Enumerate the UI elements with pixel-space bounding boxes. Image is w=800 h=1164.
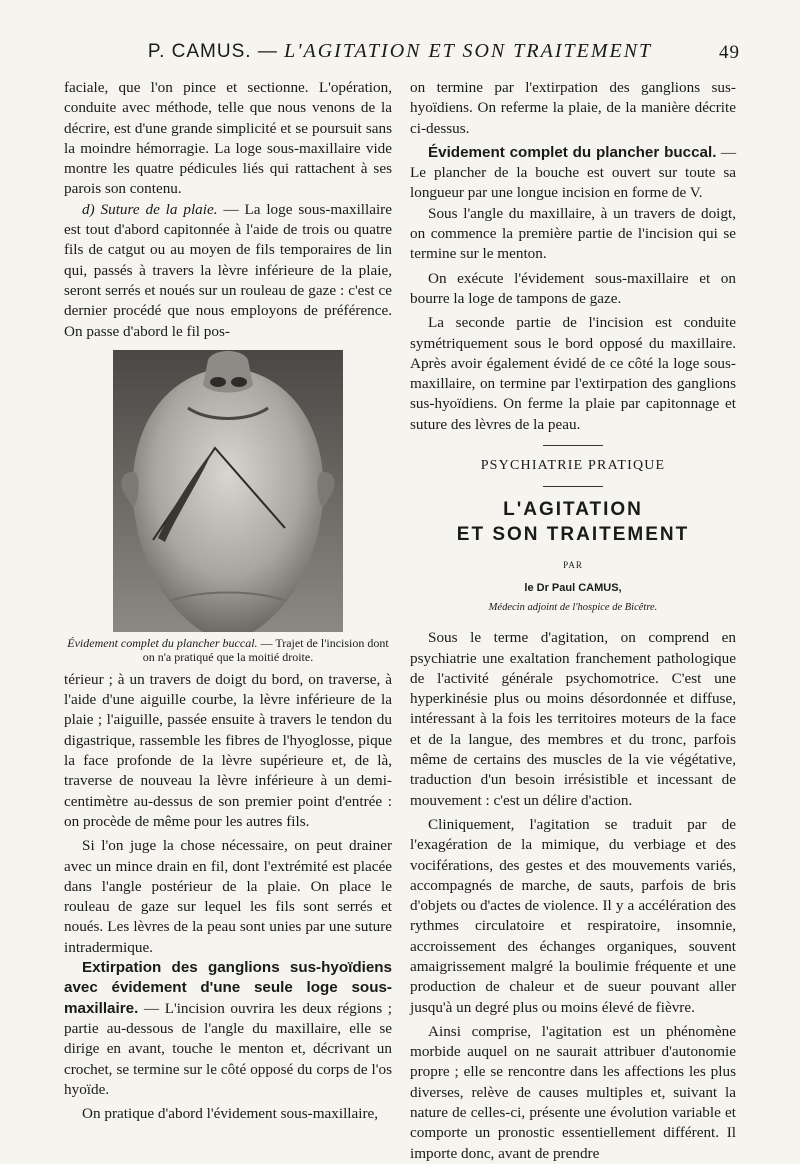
- divider-rule-2: [543, 486, 603, 487]
- figure-caption: Évidement complet du plancher buccal. — Trajet de l'incision dont on n'a pratiqué que la moitié droite.: [67, 635, 389, 664]
- section-title: PSYCHIATRIE PRATIQUE: [480, 458, 666, 474]
- left-paragraph-6: On pratique d'abord l'évidement sous-maxillaire,: [82, 1105, 379, 1123]
- right-paragraph-7: Cliniquement, l'agitation se traduit par de l'exagération de la mimique, du verbiage et des vociférations, des gestes et des mouvements variés, accompagnés de marche, de sauts, parfois de bris d'objets ou d'actes de violence. Il y a accélération des rythmes circulatoire et respiratoire, insomnie, accroissement des échanges organiques, souvent amaigrissement malgré la boulimie fréquente et une production de chaleur et de sueur pouvant aller jusqu'à un degré plus ou moins élevé de fièvre.: [410, 815, 736, 1016]
- right-paragraph-3: Sous l'angle du maxillaire, à un travers de doigt, on commence la première partie de l'incision qui se termine sur le menton.: [410, 204, 736, 263]
- figure-neck-incision: [64, 350, 392, 664]
- byline-author: le Dr Paul CAMUS,: [524, 581, 622, 594]
- left-paragraph-3: térieur ; à un travers de doigt du bord, on traverse, à l'aide d'une aiguille courbe, la lèvre inférieure de la plaie ; l'aiguille, passée ensuite à travers le tendon du digastrique, rassemble les fibres de l'hyoglosse, pique la face profonde de la lèvre supérieure et, de là, traverse de nouveau la lèvre inférieure à un demi-centimètre au-dessus de son premier point d'entrée : on procède de même pour les autres fils.: [64, 670, 392, 830]
- header-dash: —: [257, 41, 278, 62]
- right-paragraph-1: on termine par l'extirpation des ganglions sus-hyoïdiens. On referme la plaie, de la manière décrite ci-dessus.: [410, 79, 736, 137]
- right-paragraph-6: Sous le terme d'agitation, on comprend en psychiatrie une exaltation franchement pathologique de l'activité générale psychomotrice. C'est une hyperkinésie plus ou moins désordonnée et diffuse, intéressant à la fois les territoires moteurs de la face et de la langue, des membres et du tronc, parfois même de certains des muscles de la vie végétative, traduction d'un besoin irrésistible et incessant de mouvement : c'est un délire d'action.: [410, 629, 736, 809]
- right-paragraph-8: Ainsi comprise, l'agitation est un phénomène morbide auquel on ne saurait attribuer d'autonomie propre ; elle se rencontre dans les affections les plus diverses, relève de causes multiples et, suivant la nature de celles-ci, présente une évolution variable et comporte un pronostic essentiellement différent. Il importe donc, avant de prendre: [410, 1022, 736, 1162]
- evidement-heading: Évidement complet du plancher buccal.: [428, 143, 717, 161]
- right-nostril: [231, 377, 247, 387]
- header-title: L'AGITATION ET SON TRAITEMENT: [284, 40, 653, 62]
- page-number: 49: [719, 42, 740, 63]
- running-header: [60, 40, 740, 68]
- neck-incision-illustration: [113, 350, 343, 632]
- right-paragraph-5: La seconde partie de l'incision est conduite symétriquement sous le bord opposé du maxillaire. Après avoir également évidé de ce côté la loge sous-maxillaire, on termine par l'extirpation des ganglions sus-hyoïdiens. On ferme la plaie par capitonnage et suture des lèvres de la peau.: [410, 314, 736, 433]
- right-paragraph-4: On exécute l'évidement sous-maxillaire et on bourre la loge de tampons de gaze.: [410, 269, 736, 307]
- left-paragraph-5: Extirpation des ganglions sus-hyoïdiens avec évidement d'une seule loge sous-maxillaire. — L'incision ouvrira les deux régions ; partie au-dessous de l'angle du maxillaire, elle se dirige en avant, touche le menton et, décrivant un crochet, se termine sur le côté opposé du corps de l'os hyoïde.: [64, 959, 392, 1098]
- suture-heading: d) Suture de la plaie.: [82, 200, 218, 218]
- header-author: P. CAMUS.: [147, 41, 252, 62]
- extirpation-heading: Extirpation des ganglions sus-hyoïdiens avec évidement d'une seule loge sous-maxillaire.: [64, 959, 392, 1017]
- article-title: L'AGITATION ET SON TRAITEMENT: [456, 499, 690, 546]
- left-nostril: [210, 377, 226, 387]
- nose: [203, 351, 253, 393]
- left-paragraph-2: d) Suture de la plaie. — La loge sous-maxillaire est tout d'abord capitonnée à l'aide de trois ou quatre fils de catgut ou au moyen de fils temporaires de lin qui, passés à travers la lèvre inférieure de la plaie, seront serrés et noués sur un rouleau de gaze : c'est ce dernier procédé que nous employons de préférence. On passe d'abord le fil pos-: [64, 200, 392, 340]
- right-paragraph-2: Évidement complet du plancher buccal. — Le plancher de la bouche est ouvert sur toute sa longueur par une longue incision en forme de V.: [410, 143, 737, 202]
- left-paragraph-1: faciale, que l'on pince et sectionne. L'opération, conduite avec méthode, telle que nous venons de la décrire, est d'une grande simplicité et se poursuit sans la moindre hémorragie. La loge sous-maxillaire vide montre les quatre pédicules liés qui rattachent à ses parois son contenu.: [64, 79, 392, 198]
- byline-par: PAR: [563, 560, 583, 571]
- divider-rule: [543, 445, 603, 446]
- left-column: [64, 78, 392, 1124]
- left-paragraph-4: Si l'on juge la chose nécessaire, on peut drainer avec un mince drain en fil, dont l'extrémité est placée dans l'angle postérieur de la plaie. On place le rouleau de gaze sur lequel les fils sont serrés et noués. Les lèvres de la peau sont unies par une suture intradermique.: [64, 837, 392, 956]
- byline-affiliation: Médecin adjoint de l'hospice de Bicêtre.: [488, 601, 658, 613]
- right-column: [410, 78, 736, 1164]
